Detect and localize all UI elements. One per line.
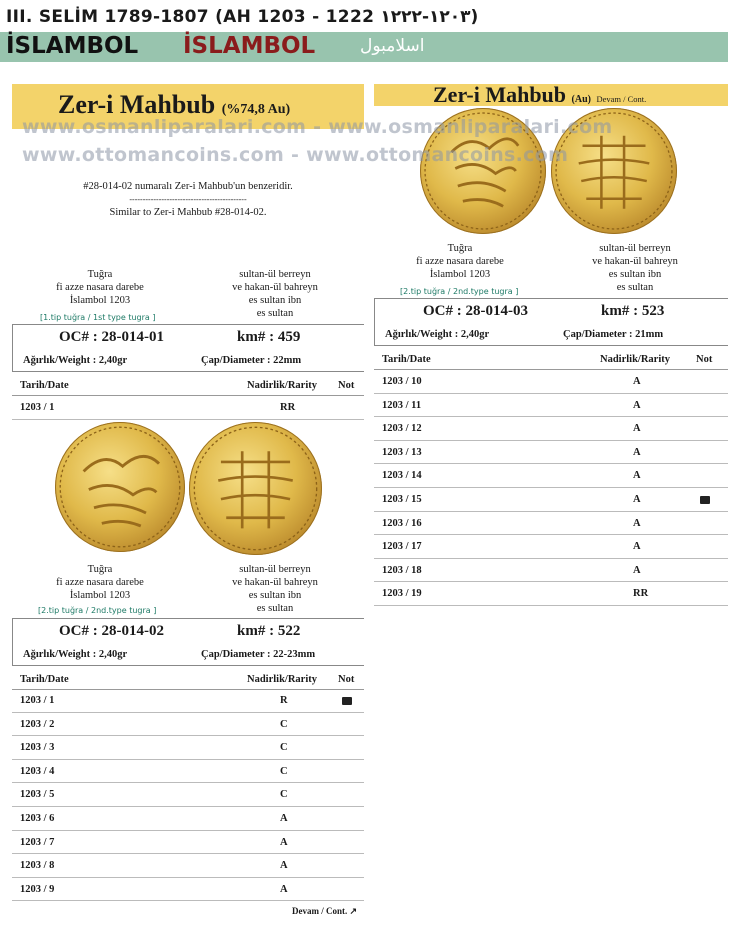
table-row [12, 396, 364, 420]
right-title: Zer-i Mahbub (Au) Devam / Cont. [433, 82, 647, 107]
coin3-spec-box [374, 298, 728, 346]
continued-label: Devam / Cont. ↗ [292, 906, 358, 916]
row-rarity: C [280, 789, 288, 801]
table-row [374, 559, 728, 583]
coin2-weight: Ağırlık/Weight : 2,40gr [23, 649, 128, 660]
coin1-weight: Ağırlık/Weight : 2,40gr [23, 355, 128, 366]
coin2-tugra-type: [2.tip tuğra / 2nd.type tugra ] [38, 606, 157, 615]
table-row [374, 394, 728, 418]
row-rarity: C [280, 742, 288, 754]
row-rarity: A [633, 517, 641, 529]
row-date: 1203 / 19 [382, 588, 422, 600]
row-rarity: A [280, 836, 288, 848]
row-date: 1203 / 9 [20, 883, 55, 895]
coin2-table-header [12, 668, 364, 690]
coin3-table-header [374, 348, 728, 370]
row-date: 1203 / 15 [382, 494, 422, 505]
table-row [374, 441, 728, 465]
row-rarity: A [280, 883, 288, 895]
coin1-tugra-type: [1.tip tuğra / 1st type tugra ] [40, 313, 156, 322]
mint-name-tr: İSLAMBOL [6, 33, 139, 59]
coin2-obverse-image [55, 422, 185, 552]
coin2-reverse-image [189, 422, 322, 555]
left-title: Zer-i Mahbub (%74,8 Au) [58, 90, 291, 119]
table-row [374, 370, 728, 394]
coin2-header-date: Tarih/Date [20, 674, 69, 685]
mint-banner [0, 32, 728, 62]
watermark-line1: www.osmanliparalari.com - www.osmanliparalari.com [22, 116, 613, 138]
coin2-spec-box [12, 618, 364, 666]
row-rarity: A [633, 470, 641, 482]
coin2-obverse-legend: Tuğra fi azze nasara darebe İslambol 1203 [56, 564, 144, 601]
row-rarity: C [280, 718, 288, 730]
row-date: 1203 / 2 [20, 718, 55, 730]
row-date: 1203 / 1 [20, 695, 55, 706]
coin2-diameter: Çap/Diameter : 22-23mm [201, 649, 316, 660]
coin1-km: km# : 459 [237, 329, 301, 345]
row-rarity: A [633, 423, 641, 435]
coin2-oc: OC# : 28-014-02 [59, 623, 164, 639]
coin3-km: km# : 523 [601, 303, 665, 319]
coin3-obverse-legend: Tuğra fi azze nasara darebe İslambol 1203 [416, 243, 504, 280]
row-date: 1203 / 1 [20, 402, 55, 413]
similar-note-en: Similar to Zer-i Mahbub #28-014-02. [109, 207, 267, 218]
row-date: 1203 / 11 [382, 399, 422, 411]
coin2-header-note: Not [338, 674, 355, 685]
row-date: 1203 / 3 [20, 742, 55, 754]
row-rarity: R [280, 695, 288, 706]
row-rarity: RR [633, 588, 649, 600]
row-date: 1203 / 16 [382, 517, 422, 529]
table-row [12, 807, 364, 831]
mint-name-ar: اسلامبول [360, 36, 425, 56]
table-row [12, 736, 364, 760]
coin1-table-header [12, 374, 364, 396]
row-rarity: A [633, 376, 641, 387]
row-date: 1203 / 7 [20, 836, 55, 848]
row-rarity: A [633, 541, 641, 553]
row-date: 1203 / 4 [20, 765, 55, 777]
ruler-heading: III. SELİM 1789-1807 (AH 1203 - 1222 ١٢٠٣-١٢٢٢) [6, 7, 479, 27]
row-rarity: A [633, 564, 641, 576]
row-date: 1203 / 13 [382, 446, 422, 458]
row-rarity: RR [280, 402, 296, 413]
table-row [12, 831, 364, 855]
note-icon [700, 496, 710, 504]
row-rarity: A [280, 813, 288, 824]
coin1-obverse-legend: Tuğra fi azze nasara darebe İslambol 1203 [56, 269, 144, 306]
table-row [12, 713, 364, 737]
coin1-reverse-legend: sultan-ül berreyn ve hakan-ül bahreyn es sultan ibn es sultan [232, 269, 318, 319]
table-row [374, 417, 728, 441]
coin1-spec-box [12, 324, 364, 372]
note-icon [342, 697, 352, 705]
coin3-header-rarity: Nadirlik/Rarity [600, 354, 670, 365]
table-row [12, 760, 364, 784]
row-date: 1203 / 8 [20, 860, 55, 872]
similar-note-separator: -------------------------------------------- [129, 195, 247, 204]
arrow-ne-icon: ↗ [349, 906, 358, 916]
mint-name-en: İSLAMBOL [183, 33, 316, 59]
table-row [374, 488, 728, 512]
row-date: 1203 / 14 [382, 470, 422, 482]
coin3-oc: OC# : 28-014-03 [423, 303, 528, 319]
table-row [12, 783, 364, 807]
coin2-km: km# : 522 [237, 623, 301, 639]
row-date: 1203 / 18 [382, 564, 422, 576]
coin3-header-note: Not [696, 354, 713, 365]
table-row [374, 535, 728, 559]
table-row [12, 689, 364, 713]
row-date: 1203 / 10 [382, 376, 422, 387]
coin2-reverse-legend: sultan-ül berreyn ve hakan-ül bahreyn es sultan ibn es sultan [232, 564, 318, 614]
row-rarity: A [633, 399, 641, 411]
row-rarity: A [280, 860, 288, 872]
row-rarity: C [280, 765, 288, 777]
coin1-oc: OC# : 28-014-01 [59, 329, 164, 345]
coin1-header-date: Tarih/Date [20, 380, 69, 391]
watermark-line2: www.ottomancoins.com - www.ottomancoins.com [22, 144, 569, 166]
coin1-header-rarity: Nadirlik/Rarity [247, 380, 317, 391]
coin3-tugra-type: [2.tip tuğra / 2nd.type tugra ] [400, 287, 519, 296]
coin3-header-date: Tarih/Date [382, 354, 431, 365]
coin1-header-note: Not [338, 380, 355, 391]
row-rarity: A [633, 494, 641, 505]
table-row [12, 854, 364, 878]
table-row [12, 878, 364, 902]
table-row [374, 512, 728, 536]
similar-note-tr: #28-014-02 numaralı Zer-i Mahbub'un benzeridir. [83, 181, 293, 192]
coin1-diameter: Çap/Diameter : 22mm [201, 355, 302, 366]
row-date: 1203 / 6 [20, 813, 55, 824]
coin3-reverse-legend: sultan-ül berreyn ve hakan-ül bahreyn es sultan ibn es sultan [592, 243, 678, 293]
coin2-header-rarity: Nadirlik/Rarity [247, 674, 317, 685]
table-row [374, 582, 728, 606]
row-date: 1203 / 17 [382, 541, 422, 553]
coin3-diameter: Çap/Diameter : 21mm [563, 329, 664, 340]
row-date: 1203 / 5 [20, 789, 55, 801]
table-row [374, 464, 728, 488]
row-rarity: A [633, 446, 641, 458]
coin3-weight: Ağırlık/Weight : 2,40gr [385, 329, 490, 340]
row-date: 1203 / 12 [382, 423, 422, 435]
